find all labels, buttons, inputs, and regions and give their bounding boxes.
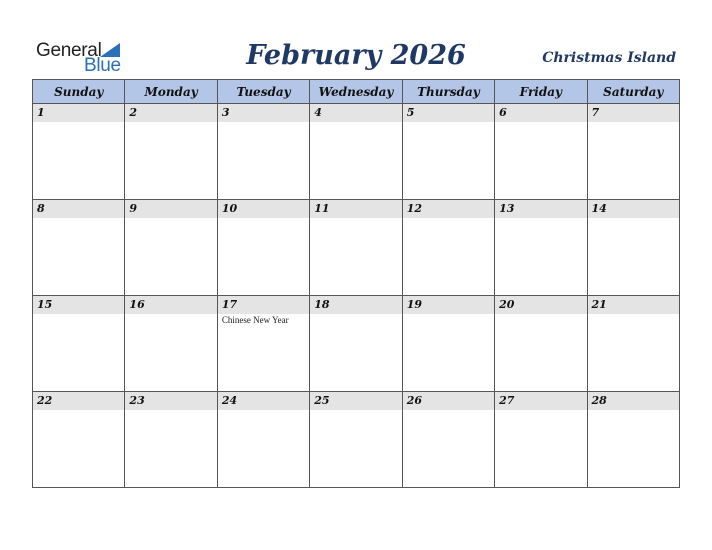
day-cell (33, 296, 125, 392)
day-number: 5 (403, 104, 494, 122)
day-number: 16 (125, 296, 216, 314)
day-number: 2 (125, 104, 216, 122)
day-cell (587, 392, 679, 488)
day-number: 21 (588, 296, 679, 314)
week-row (33, 200, 680, 296)
day-cell (217, 296, 309, 392)
day-number: 26 (403, 392, 494, 410)
logo-text-blue: Blue (84, 55, 121, 76)
day-cell (125, 296, 217, 392)
day-cell (125, 200, 217, 296)
day-cell (217, 104, 309, 200)
weekday-header-thursday: Thursday (402, 80, 494, 104)
day-number: 6 (495, 104, 586, 122)
day-number: 10 (218, 200, 309, 218)
day-cell (495, 296, 587, 392)
day-number: 27 (495, 392, 586, 410)
day-cell (587, 296, 679, 392)
day-cell (125, 104, 217, 200)
day-number: 8 (33, 200, 124, 218)
weekday-header-tuesday: Tuesday (217, 80, 309, 104)
day-number: 24 (218, 392, 309, 410)
day-number: 20 (495, 296, 586, 314)
day-cell (495, 104, 587, 200)
day-number: 22 (33, 392, 124, 410)
day-number: 15 (33, 296, 124, 314)
day-cell (495, 392, 587, 488)
day-cell (310, 200, 402, 296)
day-cell (310, 104, 402, 200)
weekday-header-wednesday: Wednesday (310, 80, 402, 104)
weekday-header-saturday: Saturday (587, 80, 679, 104)
day-number: 3 (218, 104, 309, 122)
week-row (33, 296, 680, 392)
day-number: 17 (218, 296, 309, 314)
day-number: 14 (588, 200, 679, 218)
day-cell (310, 296, 402, 392)
day-number: 18 (310, 296, 401, 314)
day-cell (402, 200, 494, 296)
day-number: 13 (495, 200, 586, 218)
day-number: 19 (403, 296, 494, 314)
day-number: 25 (310, 392, 401, 410)
holiday-label: Chinese New Year (221, 315, 289, 325)
day-cell (33, 392, 125, 488)
day-number: 28 (588, 392, 679, 410)
day-cell (495, 200, 587, 296)
day-cell (402, 392, 494, 488)
day-cell (33, 200, 125, 296)
day-number: 12 (403, 200, 494, 218)
weekday-header-sunday: Sunday (33, 80, 125, 104)
logo-text-general: General (36, 40, 102, 61)
day-cell (587, 104, 679, 200)
day-number: 7 (588, 104, 679, 122)
day-cell (402, 296, 494, 392)
day-cell (402, 104, 494, 200)
day-cell (310, 392, 402, 488)
day-number: 1 (33, 104, 124, 122)
day-number: 23 (125, 392, 216, 410)
day-number: 11 (310, 200, 401, 218)
calendar-title: February 2026 (246, 40, 466, 71)
day-cell (217, 392, 309, 488)
week-row (33, 104, 680, 200)
day-number: 9 (125, 200, 216, 218)
day-cell (217, 200, 309, 296)
day-number: 4 (310, 104, 401, 122)
weekday-header-row (33, 80, 680, 104)
day-cell (125, 392, 217, 488)
weekday-header-friday: Friday (495, 80, 587, 104)
calendar-region: Christmas Island (542, 50, 676, 66)
weekday-header-monday: Monday (125, 80, 217, 104)
week-row (33, 392, 680, 488)
day-cell (587, 200, 679, 296)
calendar-grid (32, 79, 680, 488)
day-cell (33, 104, 125, 200)
